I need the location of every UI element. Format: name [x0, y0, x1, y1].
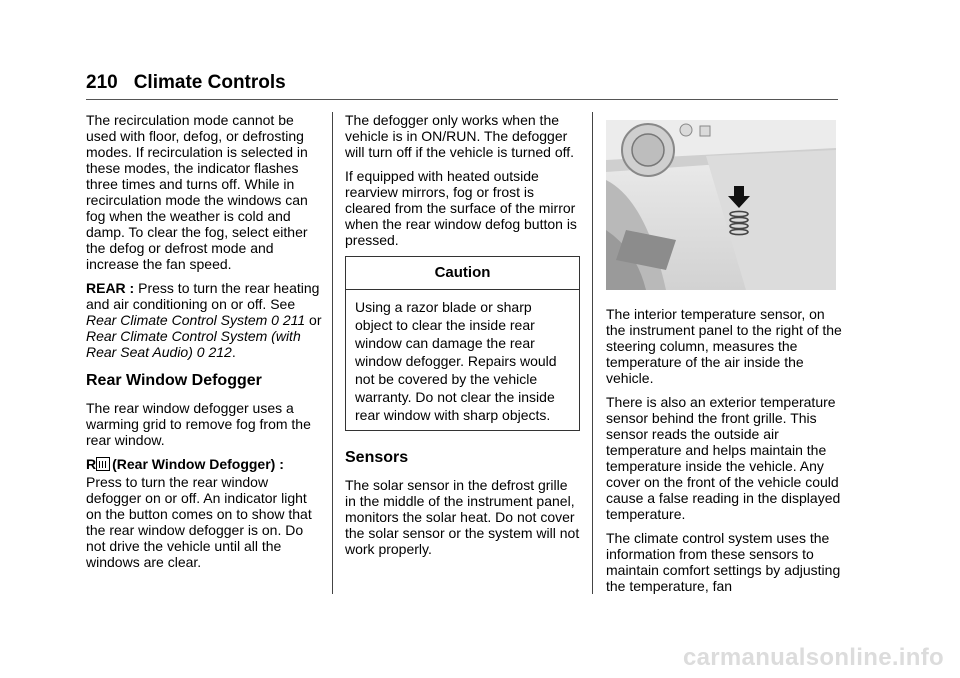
rear-paragraph	[86, 280, 322, 360]
climate-system-paragraph: The climate control system uses the information from these sensors to maintain comfort settings by adjusting the temperature, fan	[606, 530, 841, 594]
interior-sensor-paragraph: The interior temperature sensor, on the instrument panel to the right of the steering column, measures the temperature of the air inside the vehicle.	[606, 306, 842, 386]
rear-climate-link[interactable]: Rear Climate Control System	[86, 312, 268, 328]
watermark: carmanualsonline.info	[682, 644, 944, 671]
rear-text: Press to turn the rear heating and air conditioning on or off. See	[86, 280, 320, 312]
header-rule	[86, 99, 838, 100]
rear-label: REAR :	[86, 280, 135, 296]
recirculation-paragraph: The recirculation mode cannot be used with floor, defog, or defrosting modes. If recirculation is selected in these modes, the indicator flashes three times and turns off. While in recirculation mode the windows can fog when the weather is cold and damp. To clear the fog, select either the defog or defrost mode and increase the fan speed.	[86, 112, 308, 272]
page-header	[86, 72, 286, 94]
rear-or: or	[305, 312, 322, 328]
defogger-paragraph: The rear window defogger uses a warming grid to remove fog from the rear window.	[86, 400, 311, 448]
column-3	[606, 112, 842, 602]
column-divider-1	[332, 112, 333, 594]
rear-defog-icon	[96, 457, 110, 471]
defogger-label: (Rear Window Defogger) :	[112, 456, 284, 472]
rear-window-defogger-heading: Rear Window Defogger	[86, 372, 262, 389]
rear-climate-audio-page-ref[interactable]: 0 212	[196, 344, 232, 360]
page-number: 210	[86, 72, 118, 93]
defogger-on-run-paragraph: The defogger only works when the vehicle is in ON/RUN. The defogger will turn off if the vehicle is turned off.	[345, 112, 575, 160]
caution-box	[345, 256, 580, 431]
column-1	[86, 112, 322, 578]
exterior-sensor-paragraph: There is also an exterior temperature sensor behind the front grille. This sensor reads the outside air temperature and helps maintain the temperature inside the vehicle. Any cover on the front of the vehicle could cause a false reading in the displayed temperature.	[606, 394, 841, 522]
rear-climate-page-ref[interactable]: 0 211	[271, 312, 306, 328]
section-title: Climate Controls	[133, 72, 286, 93]
caution-body: Using a razor blade or sharp object to clear the inside rear window can damage the rear window defogger. Repairs would not be covered by the vehicle warranty. Do not clear the inside rear window with sharp objects.	[355, 299, 557, 423]
column-2	[345, 112, 581, 565]
temperature-sensor-photo	[606, 120, 836, 290]
defogger-button-paragraph: Press to turn the rear window defogger on or off. An indicator light on the button comes on to show that the rear window defogger is on. Do not drive the vehicle until all the windows are clear.	[86, 474, 312, 570]
rear-climate-audio-link[interactable]: Rear Climate Control System (with Rear Seat Audio)	[86, 328, 301, 360]
column-divider-2	[592, 112, 593, 594]
sensors-heading: Sensors	[345, 449, 409, 466]
solar-sensor-paragraph: The solar sensor in the defrost grille in the middle of the instrument panel, monitors the solar heat. Do not cover the solar sensor or the system will not work properly.	[345, 477, 580, 557]
sensor-illustration	[606, 120, 836, 290]
caution-title: Caution	[346, 257, 579, 290]
heated-mirrors-paragraph: If equipped with heated outside rearview mirrors, fog or frost is cleared from the surface of the mirror when the rear window defog button is pressed.	[345, 168, 577, 248]
defogger-label-prefix: R	[86, 456, 97, 472]
defogger-label-line	[86, 456, 322, 472]
rear-end: .	[231, 344, 236, 360]
